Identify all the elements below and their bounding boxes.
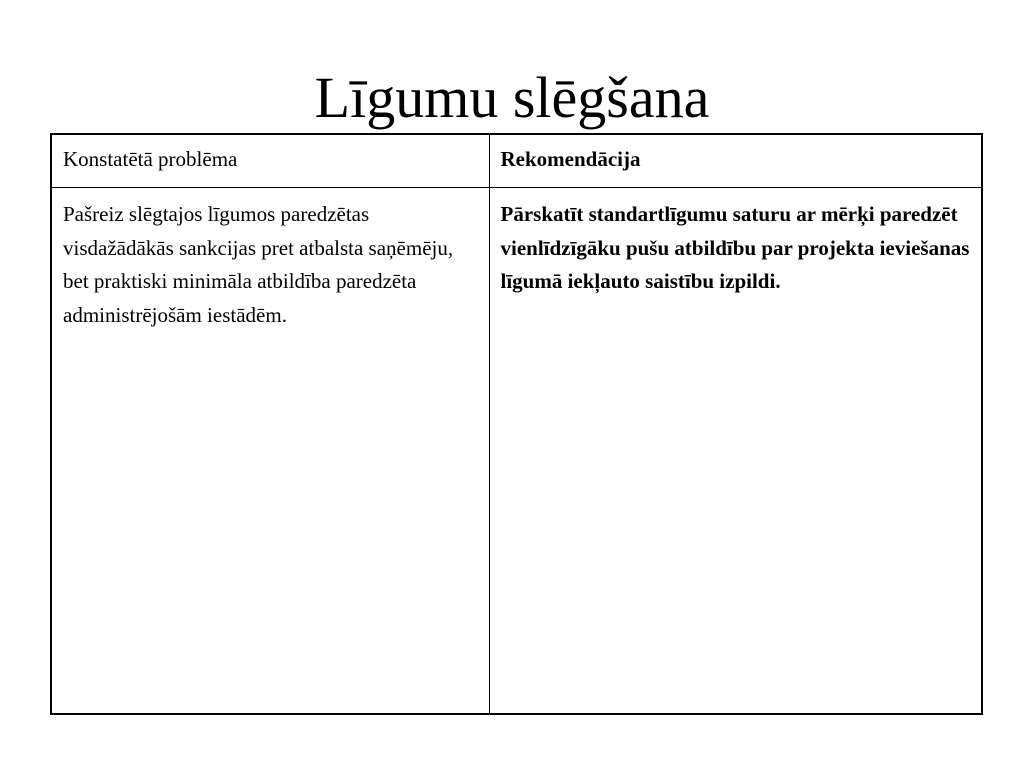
header-recommendation: Rekomendācija (489, 134, 982, 188)
table-row (51, 188, 982, 715)
problem-recommendation-table (50, 133, 983, 715)
cell-problem: Pašreiz slēgtajos līgumos paredzētas visdažādākās sankcijas pret atbalsta saņēmēju, bet praktiski minimāla atbildība paredzēta administrējošām iestādēm. (51, 188, 489, 715)
slide-title: Līgumu slēgšana (314, 65, 710, 130)
header-problem: Konstatētā problēma (51, 134, 489, 188)
cell-recommendation: Pārskatīt standartlīgumu saturu ar mērķi paredzēt vienlīdzīgāku pušu atbildību par projekta ieviešanas līgumā iekļauto saistību izpildi. (489, 188, 982, 715)
table-header-row (51, 134, 982, 188)
